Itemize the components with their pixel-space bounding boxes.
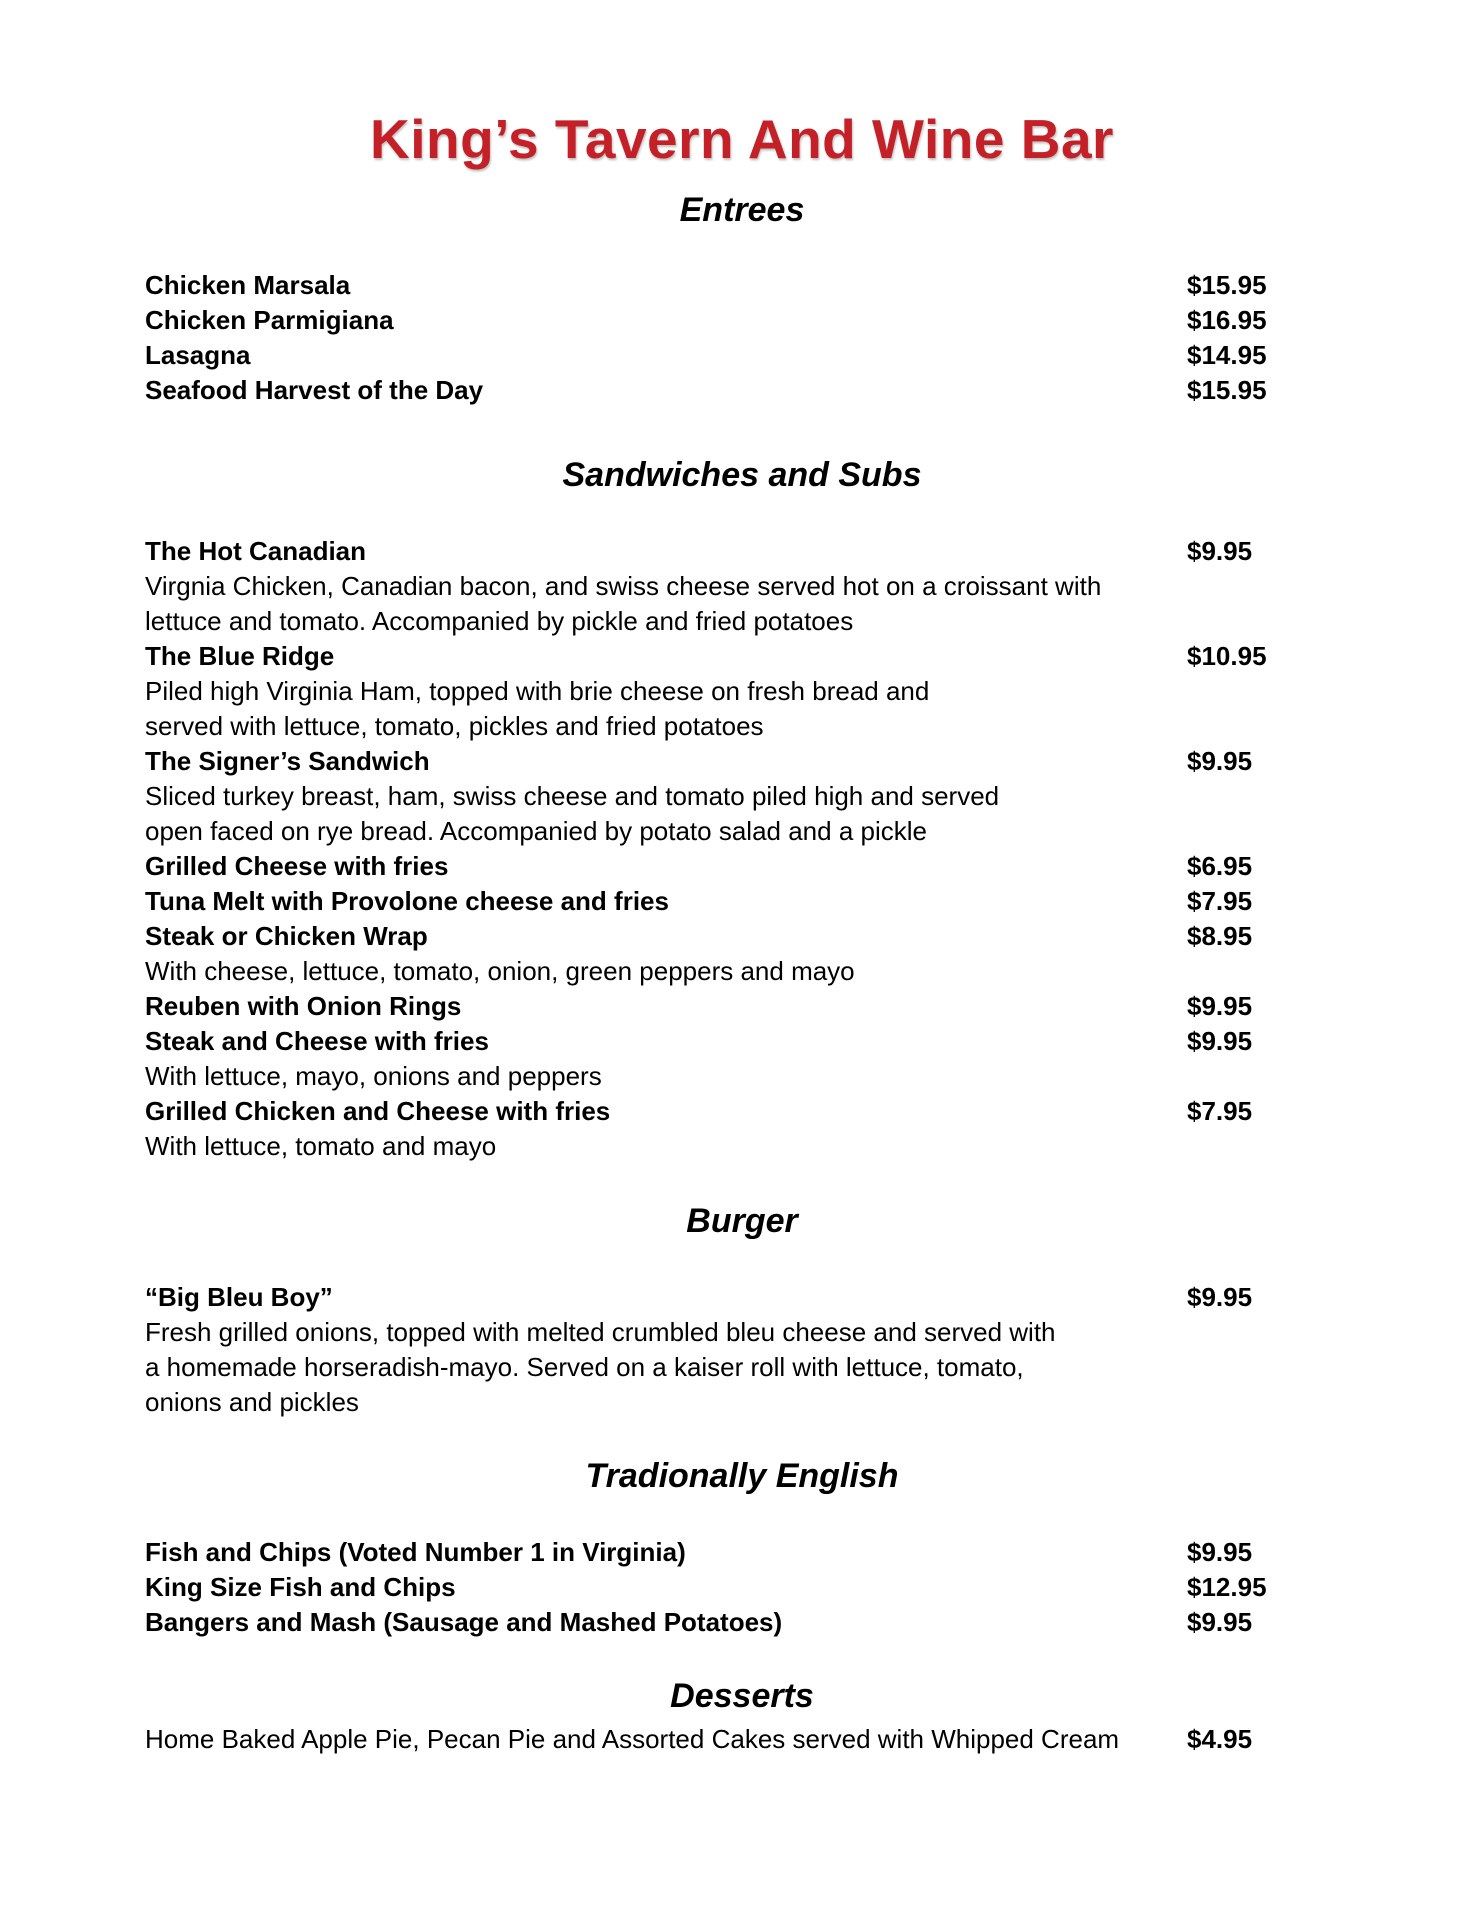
item-name: Seafood Harvest of the Day bbox=[145, 375, 484, 405]
item-name: Steak or Chicken Wrap bbox=[145, 921, 428, 951]
menu-item bbox=[145, 303, 1305, 338]
item-name: Grilled Cheese with fries bbox=[145, 851, 449, 881]
item-price: $9.95 bbox=[1187, 991, 1253, 1021]
item-price: $8.95 bbox=[1187, 921, 1253, 951]
menu-item bbox=[145, 1094, 1305, 1129]
item-name: The Blue Ridge bbox=[145, 641, 335, 671]
section-burger bbox=[145, 1280, 1305, 1420]
menu-item bbox=[145, 639, 1305, 674]
item-price: $9.95 bbox=[1187, 746, 1253, 776]
item-description: onions and pickles bbox=[145, 1387, 359, 1417]
section-english bbox=[145, 1535, 1305, 1640]
section-desserts bbox=[145, 1722, 1305, 1757]
menu-item bbox=[145, 1535, 1305, 1570]
item-price: $15.95 bbox=[1187, 375, 1267, 405]
item-name: Chicken Parmigiana bbox=[145, 305, 394, 335]
item-description: With lettuce, tomato and mayo bbox=[145, 1131, 497, 1161]
item-price: $7.95 bbox=[1187, 886, 1253, 916]
menu-item bbox=[145, 1605, 1305, 1640]
item-name: Steak and Cheese with fries bbox=[145, 1026, 489, 1056]
menu-item bbox=[145, 989, 1305, 1024]
item-name: King Size Fish and Chips bbox=[145, 1572, 456, 1602]
item-name: “Big Bleu Boy” bbox=[145, 1282, 333, 1312]
item-price: $7.95 bbox=[1187, 1096, 1253, 1126]
item-description: served with lettuce, tomato, pickles and fried potatoes bbox=[145, 711, 764, 741]
item-price: $12.95 bbox=[1187, 1572, 1267, 1602]
menu-item bbox=[145, 919, 1305, 954]
item-name: Grilled Chicken and Cheese with fries bbox=[145, 1096, 611, 1126]
item-description: With cheese, lettuce, tomato, onion, green peppers and mayo bbox=[145, 956, 855, 986]
item-description: With lettuce, mayo, onions and peppers bbox=[145, 1061, 602, 1091]
section-heading-english: Tradionally English bbox=[585, 1457, 899, 1495]
item-description: Virgnia Chicken, Canadian bacon, and swiss cheese served hot on a croissant with bbox=[145, 571, 1102, 601]
menu-item bbox=[145, 1570, 1305, 1605]
section-heading-entrees: Entrees bbox=[679, 191, 805, 229]
item-description: lettuce and tomato. Accompanied by pickle and fried potatoes bbox=[145, 606, 854, 636]
section-heading-sandwiches: Sandwiches and Subs bbox=[562, 456, 922, 494]
item-name: Lasagna bbox=[145, 340, 251, 370]
item-name: Home Baked Apple Pie, Pecan Pie and Assorted Cakes served with Whipped Cream bbox=[145, 1724, 1120, 1754]
menu-item bbox=[145, 744, 1305, 779]
item-description: a homemade horseradish-mayo. Served on a kaiser roll with lettuce, tomato, bbox=[145, 1352, 1024, 1382]
menu-item bbox=[145, 373, 1305, 408]
menu-item bbox=[145, 884, 1305, 919]
item-price: $4.95 bbox=[1187, 1724, 1253, 1754]
section-entrees bbox=[145, 268, 1305, 408]
item-name: Tuna Melt with Provolone cheese and fries bbox=[145, 886, 669, 916]
menu-item bbox=[145, 1024, 1305, 1059]
item-name: Fish and Chips (Voted Number 1 in Virginia) bbox=[145, 1537, 686, 1567]
menu-item bbox=[145, 849, 1305, 884]
item-name: The Signer’s Sandwich bbox=[145, 746, 430, 776]
item-description: Piled high Virginia Ham, topped with brie cheese on fresh bread and bbox=[145, 676, 930, 706]
item-price: $9.95 bbox=[1187, 1026, 1253, 1056]
item-price: $14.95 bbox=[1187, 340, 1267, 370]
page-title: King’s Tavern And Wine Bar bbox=[370, 108, 1114, 170]
item-name: Chicken Marsala bbox=[145, 270, 351, 300]
menu-item bbox=[145, 268, 1305, 303]
item-name: The Hot Canadian bbox=[145, 536, 367, 566]
item-price: $9.95 bbox=[1187, 1607, 1253, 1637]
menu-item bbox=[145, 534, 1305, 569]
section-heading-desserts: Desserts bbox=[670, 1677, 814, 1715]
menu-item bbox=[145, 338, 1305, 373]
item-price: $9.95 bbox=[1187, 1537, 1253, 1567]
item-price: $9.95 bbox=[1187, 1282, 1253, 1312]
item-description: Fresh grilled onions, topped with melted crumbled bleu cheese and served with bbox=[145, 1317, 1056, 1347]
item-price: $9.95 bbox=[1187, 536, 1253, 566]
section-sandwiches bbox=[145, 534, 1305, 1164]
item-description: Sliced turkey breast, ham, swiss cheese and tomato piled high and served bbox=[145, 781, 1000, 811]
section-heading-burger: Burger bbox=[686, 1202, 798, 1240]
item-name: Reuben with Onion Rings bbox=[145, 991, 462, 1021]
item-name: Bangers and Mash (Sausage and Mashed Potatoes) bbox=[145, 1607, 783, 1637]
menu-item bbox=[145, 1722, 1305, 1757]
item-price: $16.95 bbox=[1187, 305, 1267, 335]
menu-item bbox=[145, 1280, 1305, 1315]
item-price: $6.95 bbox=[1187, 851, 1253, 881]
item-price: $15.95 bbox=[1187, 270, 1267, 300]
item-price: $10.95 bbox=[1187, 641, 1267, 671]
item-description: open faced on rye bread. Accompanied by potato salad and a pickle bbox=[145, 816, 927, 846]
